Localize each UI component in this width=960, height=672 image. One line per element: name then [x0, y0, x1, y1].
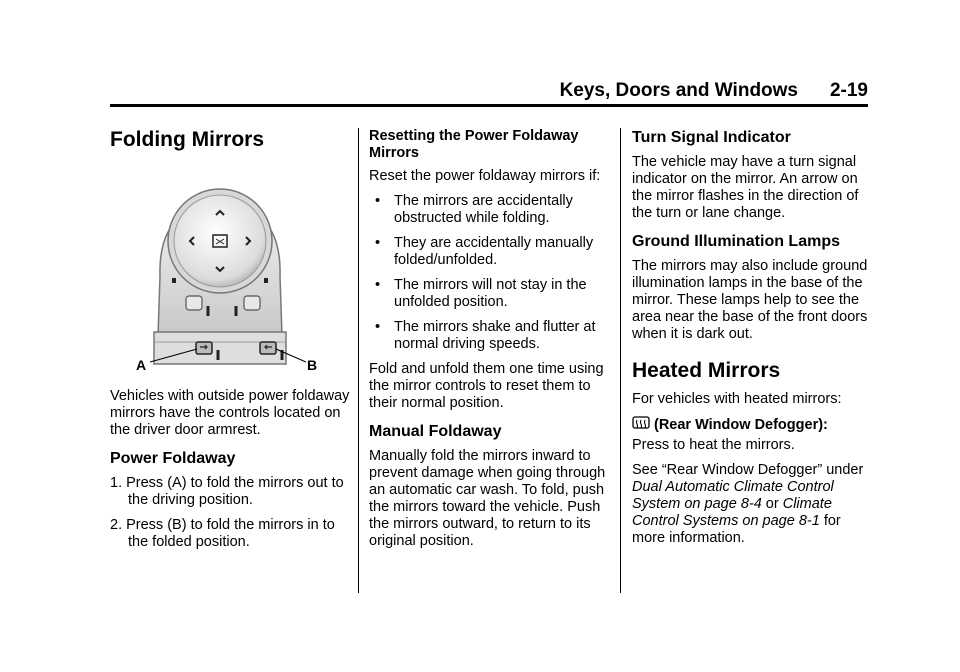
cross-reference-link[interactable]: Climate Control Systems on page 8-1 [632, 496, 832, 529]
bullet: • [375, 277, 381, 293]
heading-ground-illumination: Ground Illumination Lamps [632, 233, 840, 250]
power-foldaway-steps [110, 475, 350, 551]
defogger-label: (Rear Window Defogger): [654, 417, 828, 433]
reset-paragraph: Fold and unfold them one time using the mirror controls to reset them to their normal position. [369, 361, 604, 411]
defogger-text: Press to heat the mirrors. [632, 437, 795, 453]
section-title-folding-mirrors: Folding Mirrors [110, 128, 264, 151]
mirror-control-illustration [110, 166, 320, 376]
heading-turn-signal: Turn Signal Indicator [632, 129, 791, 146]
manual-foldaway-paragraph: Manually fold the mirrors inward to prevent damage when going through an automatic car wash. To fold, push the mirrors toward the vehicle. Push the mirrors outward, to return to its original position. [369, 448, 606, 549]
list-item: 2. Press (B) to fold the mirrors in to the folded position. [110, 517, 335, 550]
figure-label-b: B [307, 357, 318, 373]
list-item [369, 277, 609, 311]
figure-label-a: A [136, 357, 147, 373]
page-header [110, 80, 868, 106]
list-item: 1. Press (A) to fold the mirrors out to the driving position. [110, 475, 344, 508]
reset-intro: Reset the power foldaway mirrors if: [369, 168, 601, 184]
see-suffix: for more information. [632, 513, 841, 546]
intro-paragraph: Vehicles with outside power foldaway mirrors have the controls located on the driver door armrest. [110, 388, 350, 438]
list-item [369, 319, 609, 353]
column-divider [358, 128, 359, 593]
defogger-paragraph [632, 416, 872, 454]
list-item [369, 235, 609, 269]
reset-conditions-list [369, 193, 609, 353]
column-2 [369, 128, 609, 558]
heading-manual-foldaway: Manual Foldaway [369, 423, 502, 440]
heated-intro: For vehicles with heated mirrors: [632, 391, 842, 407]
list-item [369, 193, 609, 227]
column-divider [620, 128, 621, 593]
list-item-text: The mirrors will not stay in the unfolded position. [394, 277, 587, 310]
column-3 [632, 128, 872, 555]
ground-illumination-paragraph: The mirrors may also include ground illumination lamps in the base of the mirror. These lamps help to see the area near the base of the front doors when it is dark out. [632, 258, 868, 342]
rear-defogger-icon [632, 416, 650, 437]
cross-reference-link[interactable]: Dual Automatic Climate Control System on page 8-4 [632, 479, 834, 512]
section-title-heated-mirrors: Heated Mirrors [632, 359, 781, 382]
turn-signal-paragraph: The vehicle may have a turn signal indicator on the mirror. An arrow on the mirror flashes in the direction of the turn or lane change. [632, 154, 859, 221]
see-also-paragraph [632, 462, 872, 547]
header-section-title: Keys, Doors and Windows [559, 80, 798, 101]
list-item-text: The mirrors are accidentally obstructed while folding. [394, 193, 573, 226]
bullet: • [375, 319, 381, 335]
header-page-number: 2-19 [829, 80, 868, 101]
column-1 [110, 128, 350, 559]
header-rule [110, 104, 868, 107]
mirror-control-figure [110, 166, 320, 376]
heading-resetting: Resetting the Power Foldaway Mirrors [369, 128, 579, 161]
bullet: • [375, 193, 381, 209]
bullet: • [375, 235, 381, 251]
list-item-text: They are accidentally manually folded/unfolded. [394, 235, 594, 268]
heading-power-foldaway: Power Foldaway [110, 450, 236, 467]
list-item-text: The mirrors shake and flutter at normal driving speeds. [394, 319, 596, 352]
or-text: or [761, 496, 783, 512]
see-prefix: See “Rear Window Defogger” under [632, 462, 864, 478]
